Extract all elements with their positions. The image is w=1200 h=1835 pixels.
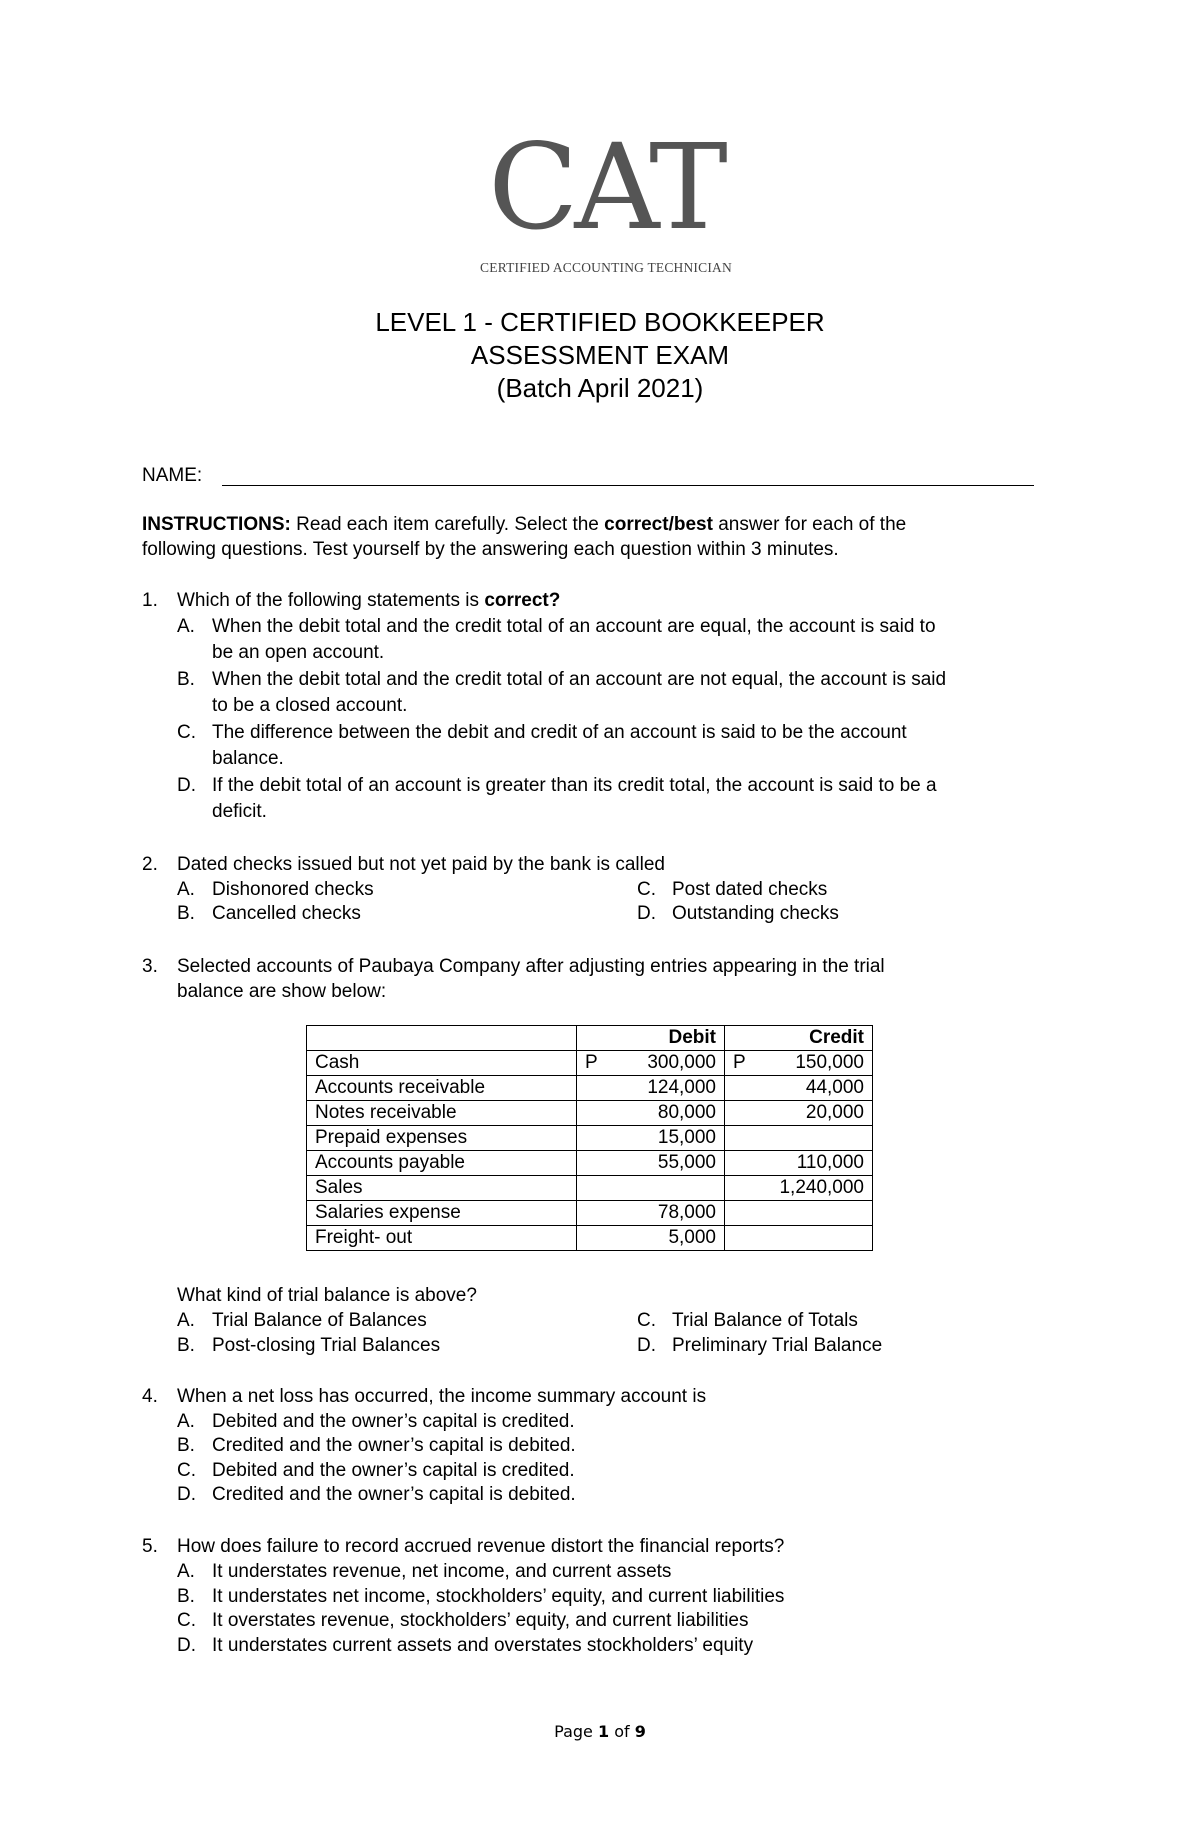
- page-footer: [0, 1722, 1200, 1741]
- account-name-cell: Notes receivable: [307, 1101, 577, 1126]
- option-letter: D.: [177, 1635, 196, 1656]
- option-d[interactable]: If the debit total of an account is greater than its credit total, the account is said to be a: [212, 775, 937, 796]
- option-d[interactable]: Outstanding checks: [672, 903, 839, 924]
- debit-cell: [577, 1051, 725, 1076]
- credit-value: 150,000: [795, 1052, 864, 1073]
- option-letter: D.: [637, 903, 656, 924]
- option-letter: C.: [177, 1610, 196, 1631]
- instructions-text-a: Read each item carefully. Select the: [296, 514, 599, 535]
- page-word: Page: [554, 1722, 593, 1741]
- option-letter: D.: [637, 1335, 656, 1356]
- question-number: 1.: [142, 590, 158, 611]
- credit-value: 20,000: [805, 1102, 864, 1123]
- name-field-line[interactable]: [222, 485, 1034, 486]
- page-number: 1: [597, 1722, 610, 1741]
- option-letter: A.: [177, 616, 195, 637]
- cat-logo-subtitle: CERTIFIED ACCOUNTING TECHNICIAN: [480, 260, 732, 275]
- option-b[interactable]: It understates net income, stockholders’ equity, and current liabilities: [212, 1586, 785, 1607]
- question-number: 4.: [142, 1386, 158, 1407]
- credit-cell: [725, 1176, 873, 1201]
- credit-cell: [725, 1126, 873, 1151]
- option-d[interactable]: It understates current assets and overstates stockholders’ equity: [212, 1635, 754, 1656]
- debit-value: 55,000: [657, 1152, 716, 1173]
- debit-cell: [577, 1176, 725, 1201]
- option-letter: B.: [177, 1335, 195, 1356]
- exam-batch: (Batch April 2021): [496, 373, 704, 403]
- credit-cell: [725, 1151, 873, 1176]
- credit-cell: [725, 1076, 873, 1101]
- name-label: NAME:: [142, 465, 203, 486]
- exam-title: ASSESSMENT EXAM: [470, 340, 730, 370]
- credit-cell: [725, 1226, 873, 1251]
- option-a[interactable]: Debited and the owner’s capital is credited.: [212, 1411, 575, 1432]
- instructions-text-b: answer for each of the: [718, 514, 907, 535]
- debit-cell: [577, 1201, 725, 1226]
- option-letter: B.: [177, 669, 195, 690]
- question-stem: Selected accounts of Paubaya Company after adjusting entries appearing in the trial: [177, 956, 885, 977]
- debit-value: 300,000: [647, 1052, 716, 1073]
- account-name-cell: Sales: [307, 1176, 577, 1201]
- option-b[interactable]: Credited and the owner’s capital is debited.: [212, 1435, 576, 1456]
- instructions-line-1: [142, 512, 906, 537]
- instructions-bold: correct/best: [604, 514, 713, 535]
- table-row: [307, 1151, 873, 1176]
- option-c[interactable]: It overstates revenue, stockholders’ equity, and current liabilities: [212, 1610, 749, 1631]
- option-letter: A.: [177, 879, 195, 900]
- question-stem: Dated checks issued but not yet paid by the bank is called: [177, 854, 665, 875]
- debit-value: 15,000: [657, 1127, 716, 1148]
- option-b[interactable]: Cancelled checks: [212, 903, 361, 924]
- option-letter: C.: [177, 722, 196, 743]
- table-header-account: [307, 1026, 577, 1051]
- account-name-cell: Cash: [307, 1051, 577, 1076]
- credit-value: 44,000: [805, 1077, 864, 1098]
- option-letter: A.: [177, 1561, 195, 1582]
- option-d-cont[interactable]: deficit.: [212, 801, 267, 822]
- option-c[interactable]: Post dated checks: [672, 879, 828, 900]
- option-letter: C.: [177, 1460, 196, 1481]
- option-letter: B.: [177, 1586, 195, 1607]
- instructions-line-2: following questions. Test yourself by the answering each question within 3 minutes.: [142, 539, 839, 560]
- exam-title-level: LEVEL 1 - CERTIFIED BOOKKEEPER: [375, 307, 825, 337]
- option-letter: C.: [637, 879, 656, 900]
- table-row: [307, 1176, 873, 1201]
- option-c[interactable]: Debited and the owner’s capital is credited.: [212, 1460, 575, 1481]
- option-c-cont[interactable]: balance.: [212, 748, 284, 769]
- debit-value: 5,000: [668, 1227, 716, 1248]
- table-row: [307, 1101, 873, 1126]
- option-d[interactable]: Credited and the owner’s capital is debited.: [212, 1484, 576, 1505]
- table-row: [307, 1226, 873, 1251]
- account-name-cell: Freight- out: [307, 1226, 577, 1251]
- currency-prefix: P: [585, 1052, 598, 1073]
- account-name-cell: Prepaid expenses: [307, 1126, 577, 1151]
- account-name-cell: Salaries expense: [307, 1201, 577, 1226]
- currency-prefix: P: [733, 1052, 746, 1073]
- credit-cell: [725, 1101, 873, 1126]
- option-letter: D.: [177, 775, 196, 796]
- credit-cell: [725, 1051, 873, 1076]
- debit-cell: [577, 1126, 725, 1151]
- table-header-credit: Credit: [725, 1026, 873, 1051]
- table-row: [307, 1126, 873, 1151]
- table-row: [307, 1076, 873, 1101]
- option-b[interactable]: Post-closing Trial Balances: [212, 1335, 441, 1356]
- trial-balance-table: [306, 1025, 873, 1251]
- credit-value: 110,000: [796, 1152, 864, 1173]
- page-total: 9: [634, 1722, 646, 1741]
- option-letter: A.: [177, 1411, 195, 1432]
- option-c[interactable]: Trial Balance of Totals: [672, 1310, 858, 1331]
- option-a-cont[interactable]: be an open account.: [212, 642, 385, 663]
- debit-value: 80,000: [657, 1102, 716, 1123]
- option-letter: B.: [177, 1435, 195, 1456]
- question-prompt: What kind of trial balance is above?: [177, 1285, 477, 1306]
- option-letter: D.: [177, 1484, 196, 1505]
- question-number: 2.: [142, 854, 158, 875]
- question-number: 3.: [142, 956, 158, 977]
- debit-value: 124,000: [647, 1077, 716, 1098]
- table-header-debit: Debit: [577, 1026, 725, 1051]
- option-a[interactable]: Dishonored checks: [212, 879, 374, 900]
- question-stem-cont: balance are show below:: [177, 981, 387, 1002]
- option-a[interactable]: It understates revenue, net income, and current assets: [212, 1561, 672, 1582]
- question-stem: [177, 588, 560, 613]
- debit-cell: [577, 1226, 725, 1251]
- option-c[interactable]: The difference between the debit and credit of an account is said to be the account: [212, 722, 907, 743]
- credit-cell: [725, 1201, 873, 1226]
- of-word: of: [614, 1722, 630, 1741]
- option-b[interactable]: When the debit total and the credit total of an account are not equal, the account is said: [212, 669, 947, 690]
- option-letter: B.: [177, 903, 195, 924]
- question-stem-bold: correct?: [484, 590, 561, 611]
- debit-cell: [577, 1151, 725, 1176]
- table-header-row: [307, 1026, 873, 1051]
- account-name-cell: Accounts receivable: [307, 1076, 577, 1101]
- option-a[interactable]: Trial Balance of Balances: [212, 1310, 427, 1331]
- option-letter: C.: [637, 1310, 656, 1331]
- debit-cell: [577, 1101, 725, 1126]
- option-b-cont[interactable]: to be a closed account.: [212, 695, 408, 716]
- option-a[interactable]: When the debit total and the credit total of an account are equal, the account is said to: [212, 616, 936, 637]
- question-number: 5.: [142, 1536, 158, 1557]
- debit-cell: [577, 1076, 725, 1101]
- option-letter: A.: [177, 1310, 195, 1331]
- credit-value: 1,240,000: [779, 1177, 864, 1198]
- debit-value: 78,000: [657, 1202, 716, 1223]
- question-stem: How does failure to record accrued revenue distort the financial reports?: [177, 1536, 785, 1557]
- question-stem: When a net loss has occurred, the income summary account is: [177, 1386, 707, 1407]
- instructions-label: INSTRUCTIONS:: [142, 514, 291, 535]
- option-d[interactable]: Preliminary Trial Balance: [672, 1335, 883, 1356]
- table-row: [307, 1201, 873, 1226]
- account-name-cell: Accounts payable: [307, 1151, 577, 1176]
- cat-logo: CAT: [488, 118, 724, 256]
- question-stem-text: Which of the following statements is: [177, 590, 480, 611]
- table-row: [307, 1051, 873, 1076]
